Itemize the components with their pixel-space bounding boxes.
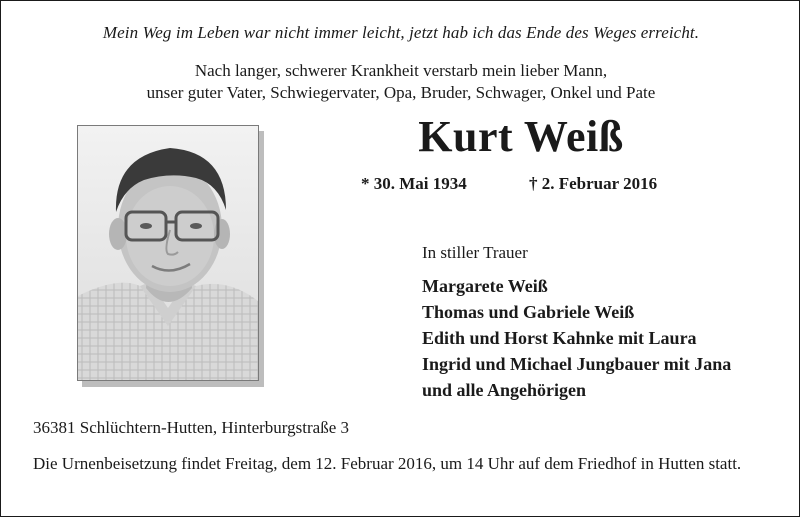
portrait-icon <box>78 126 258 380</box>
family-list <box>422 273 731 403</box>
birth-date: * 30. Mai 1934 <box>361 174 467 193</box>
funeral-notice: Die Urnenbeisetzung findet Freitag, dem 12. Februar 2016, um 14 Uhr auf dem Friedhof in Hutten statt. <box>33 454 742 473</box>
address: 36381 Schlüchtern-Hutten, Hinterburgstraße 3 <box>33 418 350 437</box>
death-date: † 2. Februar 2016 <box>529 174 658 193</box>
family-member: Ingrid und Michael Jungbauer mit Jana <box>422 354 732 374</box>
family-member: Margarete Weiß <box>422 276 548 296</box>
intro-line-2: unser guter Vater, Schwiegervater, Opa, Bruder, Schwager, Onkel und Pate <box>146 83 656 102</box>
deceased-name: Kurt Weiß <box>418 112 624 161</box>
family-member: Thomas und Gabriele Weiß <box>422 302 635 322</box>
portrait-photo <box>77 125 259 381</box>
family-member: Edith und Horst Kahnke mit Laura <box>422 328 697 348</box>
family-member: und alle Angehörigen <box>422 380 587 400</box>
intro-line-1: Nach langer, schwerer Krankheit verstarb mein lieber Mann, <box>194 61 608 80</box>
motto: Mein Weg im Leben war nicht immer leicht, jetzt hab ich das Ende des Weges erreicht. <box>102 23 700 42</box>
intro-text <box>1 60 800 104</box>
mourning-label: In stiller Trauer <box>422 243 528 262</box>
